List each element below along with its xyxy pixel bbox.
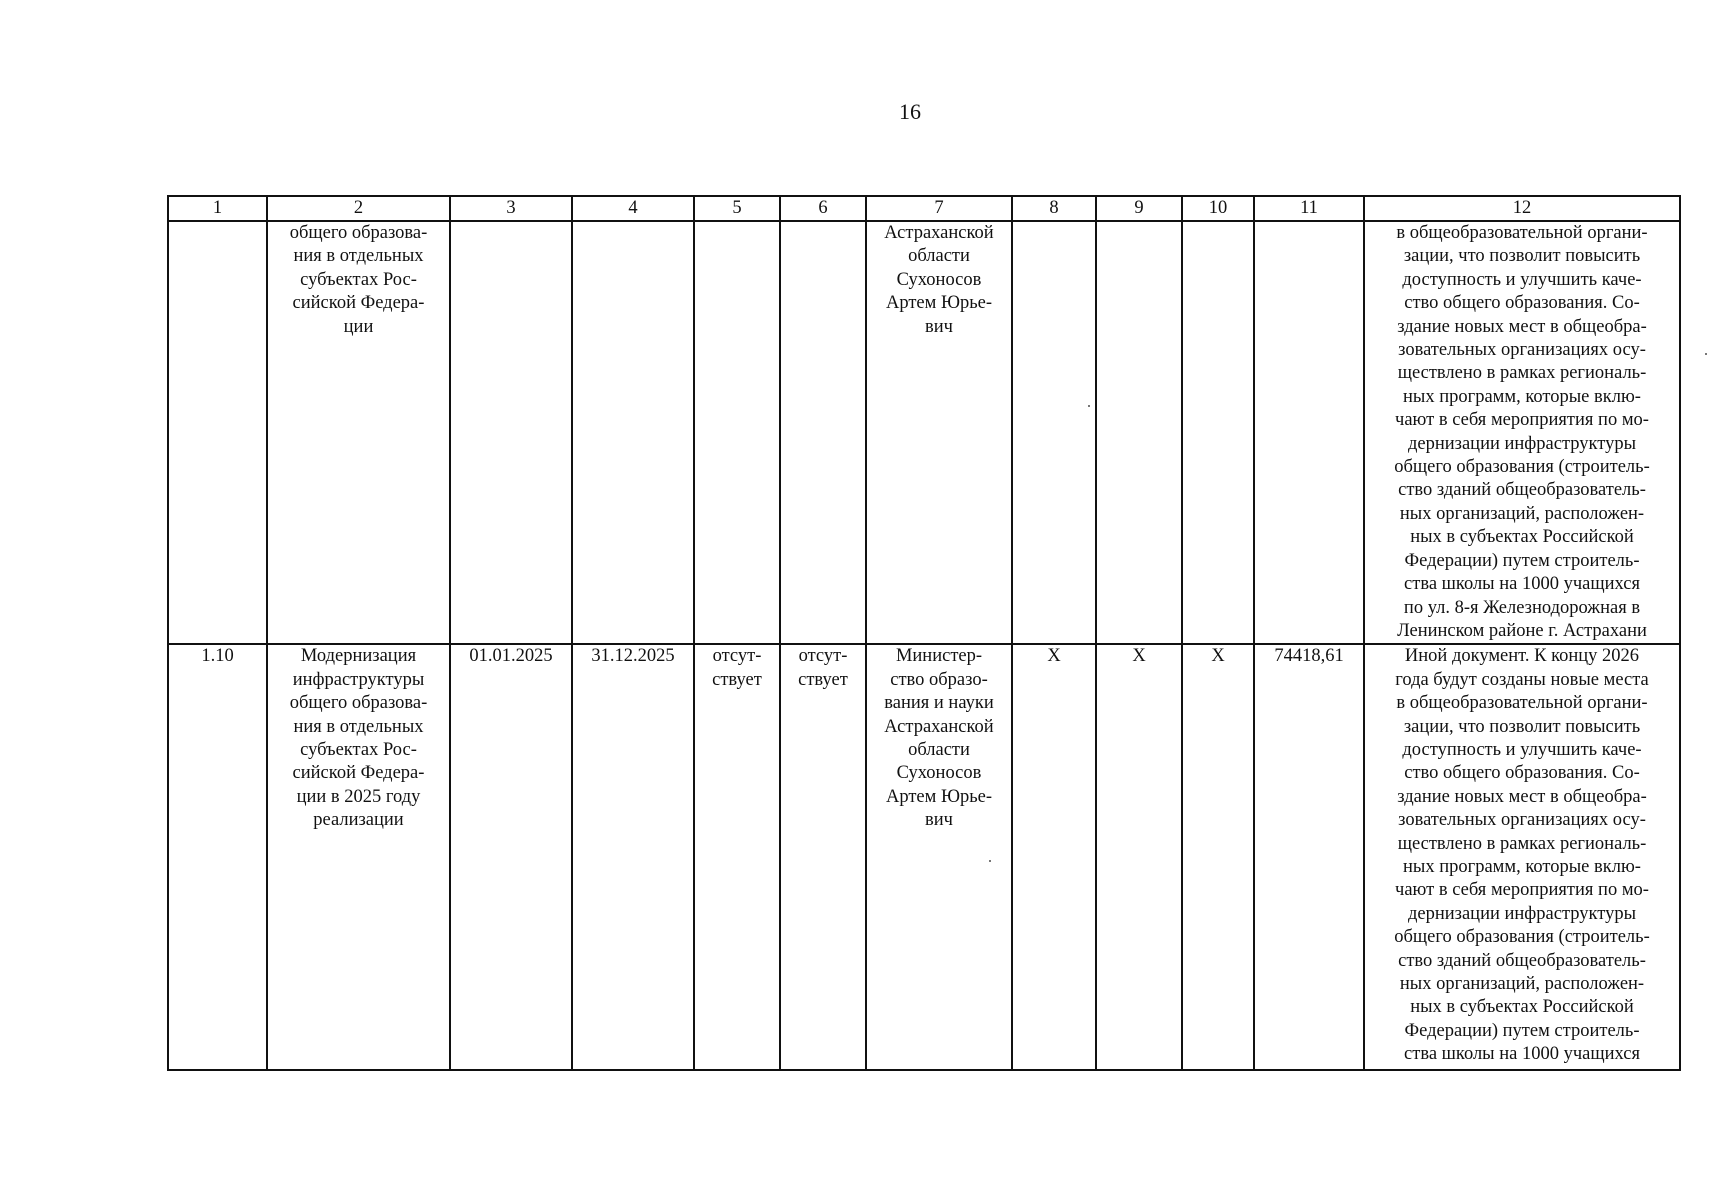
- activities-table: [167, 195, 1681, 1071]
- cell-line: ных организаций, расположен-: [1399, 503, 1645, 524]
- cell-line: ния в отдельных: [293, 246, 424, 267]
- cell-line: Федерации) путем строитель-: [1404, 550, 1640, 571]
- cell-line: зовательных организациях осу-: [1398, 810, 1646, 831]
- row-continued-col10: [1182, 221, 1254, 644]
- cell-line: ство общего образования. Со-: [1404, 763, 1640, 784]
- column-header-11: 11: [1254, 196, 1364, 221]
- row-110-start-date: [450, 644, 572, 1070]
- row-110-col10: [1182, 644, 1254, 1070]
- cell-line: Федерации) путем строитель-: [1404, 1020, 1640, 1041]
- page-number: 16: [899, 99, 921, 124]
- row-continued-col8: [1012, 221, 1096, 644]
- column-header-10: 10: [1182, 196, 1254, 221]
- cell-line: 1.10: [201, 646, 234, 667]
- cell-line: общего образования (строитель-: [1394, 927, 1650, 948]
- cell-line: X: [1211, 646, 1225, 667]
- cell-line: ствует: [712, 669, 762, 690]
- table-header-row: [168, 196, 1680, 221]
- cell-line: ния в отдельных: [293, 716, 424, 737]
- cell-line: субъектах Рос-: [300, 739, 417, 760]
- cell-line: вич: [925, 316, 953, 337]
- cell-line: сийской Федера-: [292, 293, 425, 314]
- cell-line: зации, что позволит повысить: [1403, 246, 1641, 267]
- cell-line: ных программ, которые вклю-: [1403, 386, 1641, 407]
- cell-line: зации, что позволит повысить: [1403, 716, 1641, 737]
- cell-line: ции в 2025 году: [296, 786, 421, 807]
- row-continued-number: [168, 221, 267, 644]
- cell-line: 74418,61: [1274, 646, 1344, 667]
- cell-line: Министер-: [895, 646, 983, 667]
- row-110-col6: [780, 644, 866, 1070]
- row-continued-col5: [694, 221, 780, 644]
- cell-line: в общеобразовательной органи-: [1396, 223, 1648, 243]
- cell-line: Астраханской: [884, 716, 994, 737]
- cell-line: в общеобразовательной органи-: [1396, 693, 1648, 714]
- cell-line: сийской Федера-: [292, 763, 425, 784]
- cell-line: чают в себя мероприятия по мо-: [1395, 880, 1649, 901]
- cell-line: ство зданий общеобразователь-: [1398, 480, 1646, 501]
- row-continued-responsible: [866, 221, 1012, 644]
- cell-line: года будут созданы новые места: [1395, 669, 1649, 690]
- cell-line: ществлено в рамках региональ-: [1397, 363, 1647, 384]
- row-110-col5: [694, 644, 780, 1070]
- cell-line: ствует: [798, 669, 848, 690]
- cell-line: Астраханской: [884, 223, 994, 243]
- column-header-6: 6: [780, 196, 866, 221]
- scan-speck: [1705, 353, 1707, 355]
- cell-line: дернизации инфраструктуры: [1407, 433, 1637, 454]
- cell-line: ство зданий общеобразователь-: [1398, 950, 1646, 971]
- cell-line: Сухоносов: [896, 763, 982, 784]
- row-110-responsible: [866, 644, 1012, 1070]
- cell-line: Ленинском районе г. Астрахани: [1397, 620, 1647, 641]
- cell-line: X: [1132, 646, 1146, 667]
- column-header-1: 1: [168, 196, 267, 221]
- cell-line: ства школы на 1000 учащихся: [1404, 1044, 1640, 1065]
- cell-line: Артем Юрье-: [885, 293, 993, 314]
- cell-line: вич: [925, 810, 953, 831]
- table-row-1-10: [168, 644, 1680, 1070]
- column-header-3: 3: [450, 196, 572, 221]
- cell-line: ство образо-: [890, 669, 988, 690]
- row-continued-start-date: [450, 221, 572, 644]
- row-110-col9: [1096, 644, 1182, 1070]
- row-continued-event-name: [267, 221, 450, 644]
- cell-line: области: [908, 246, 970, 267]
- cell-line: Сухоносов: [896, 269, 982, 290]
- row-continued-description: [1364, 221, 1680, 644]
- cell-line: по ул. 8-я Железнодорожная в: [1403, 597, 1641, 618]
- cell-line: инфраструктуры: [292, 669, 425, 690]
- cell-line: Артем Юрье-: [885, 786, 993, 807]
- cell-line: вания и науки: [884, 693, 994, 714]
- cell-line: доступность и улучшить каче-: [1402, 739, 1642, 760]
- column-header-7: 7: [866, 196, 1012, 221]
- row-110-description: [1364, 644, 1680, 1070]
- cell-line: ции: [343, 316, 374, 337]
- row-110-col8: [1012, 644, 1096, 1070]
- cell-line: ных в субъектах Российской: [1410, 527, 1634, 548]
- cell-line: общего образова-: [289, 693, 428, 714]
- cell-line: реализации: [313, 810, 404, 831]
- cell-line: Модернизация: [300, 646, 417, 667]
- cell-line: общего образова-: [289, 223, 428, 243]
- scan-speck: [1088, 405, 1090, 407]
- column-header-5: 5: [694, 196, 780, 221]
- cell-line: ство общего образования. Со-: [1404, 293, 1640, 314]
- column-header-4: 4: [572, 196, 694, 221]
- row-110-event-name: [267, 644, 450, 1070]
- table-row-continued: [168, 221, 1680, 644]
- row-continued-col6: [780, 221, 866, 644]
- scan-speck: [989, 860, 991, 862]
- cell-line: ства школы на 1000 учащихся: [1404, 574, 1640, 595]
- cell-line: отсут-: [712, 646, 762, 667]
- cell-line: чают в себя мероприятия по мо-: [1395, 410, 1649, 431]
- cell-line: ных организаций, расположен-: [1399, 974, 1645, 994]
- column-header-8: 8: [1012, 196, 1096, 221]
- cell-line: Иной документ. К концу 2026: [1404, 646, 1640, 667]
- cell-line: 01.01.2025: [469, 646, 553, 667]
- cell-line: области: [908, 739, 970, 760]
- cell-line: ществлено в рамках региональ-: [1397, 833, 1647, 854]
- column-header-9: 9: [1096, 196, 1182, 221]
- cell-line: субъектах Рос-: [300, 269, 417, 290]
- row-110-end-date: [572, 644, 694, 1070]
- cell-line: здание новых мест в общеобра-: [1397, 786, 1647, 807]
- cell-line: здание новых мест в общеобра-: [1397, 316, 1647, 337]
- cell-line: доступность и улучшить каче-: [1402, 269, 1642, 290]
- row-110-amount: [1254, 644, 1364, 1070]
- cell-line: X: [1047, 646, 1061, 667]
- cell-line: 31.12.2025: [591, 646, 675, 667]
- cell-line: ных в субъектах Российской: [1410, 997, 1634, 1018]
- row-110-number: [168, 644, 267, 1070]
- column-header-2: 2: [267, 196, 450, 221]
- row-continued-col9: [1096, 221, 1182, 644]
- cell-line: общего образования (строитель-: [1394, 457, 1650, 478]
- column-header-12: 12: [1364, 196, 1680, 221]
- cell-line: дернизации инфраструктуры: [1407, 903, 1637, 924]
- cell-line: отсут-: [798, 646, 848, 667]
- cell-line: ных программ, которые вклю-: [1403, 856, 1641, 877]
- cell-line: зовательных организациях осу-: [1398, 340, 1646, 361]
- row-continued-end-date: [572, 221, 694, 644]
- row-continued-amount: [1254, 221, 1364, 644]
